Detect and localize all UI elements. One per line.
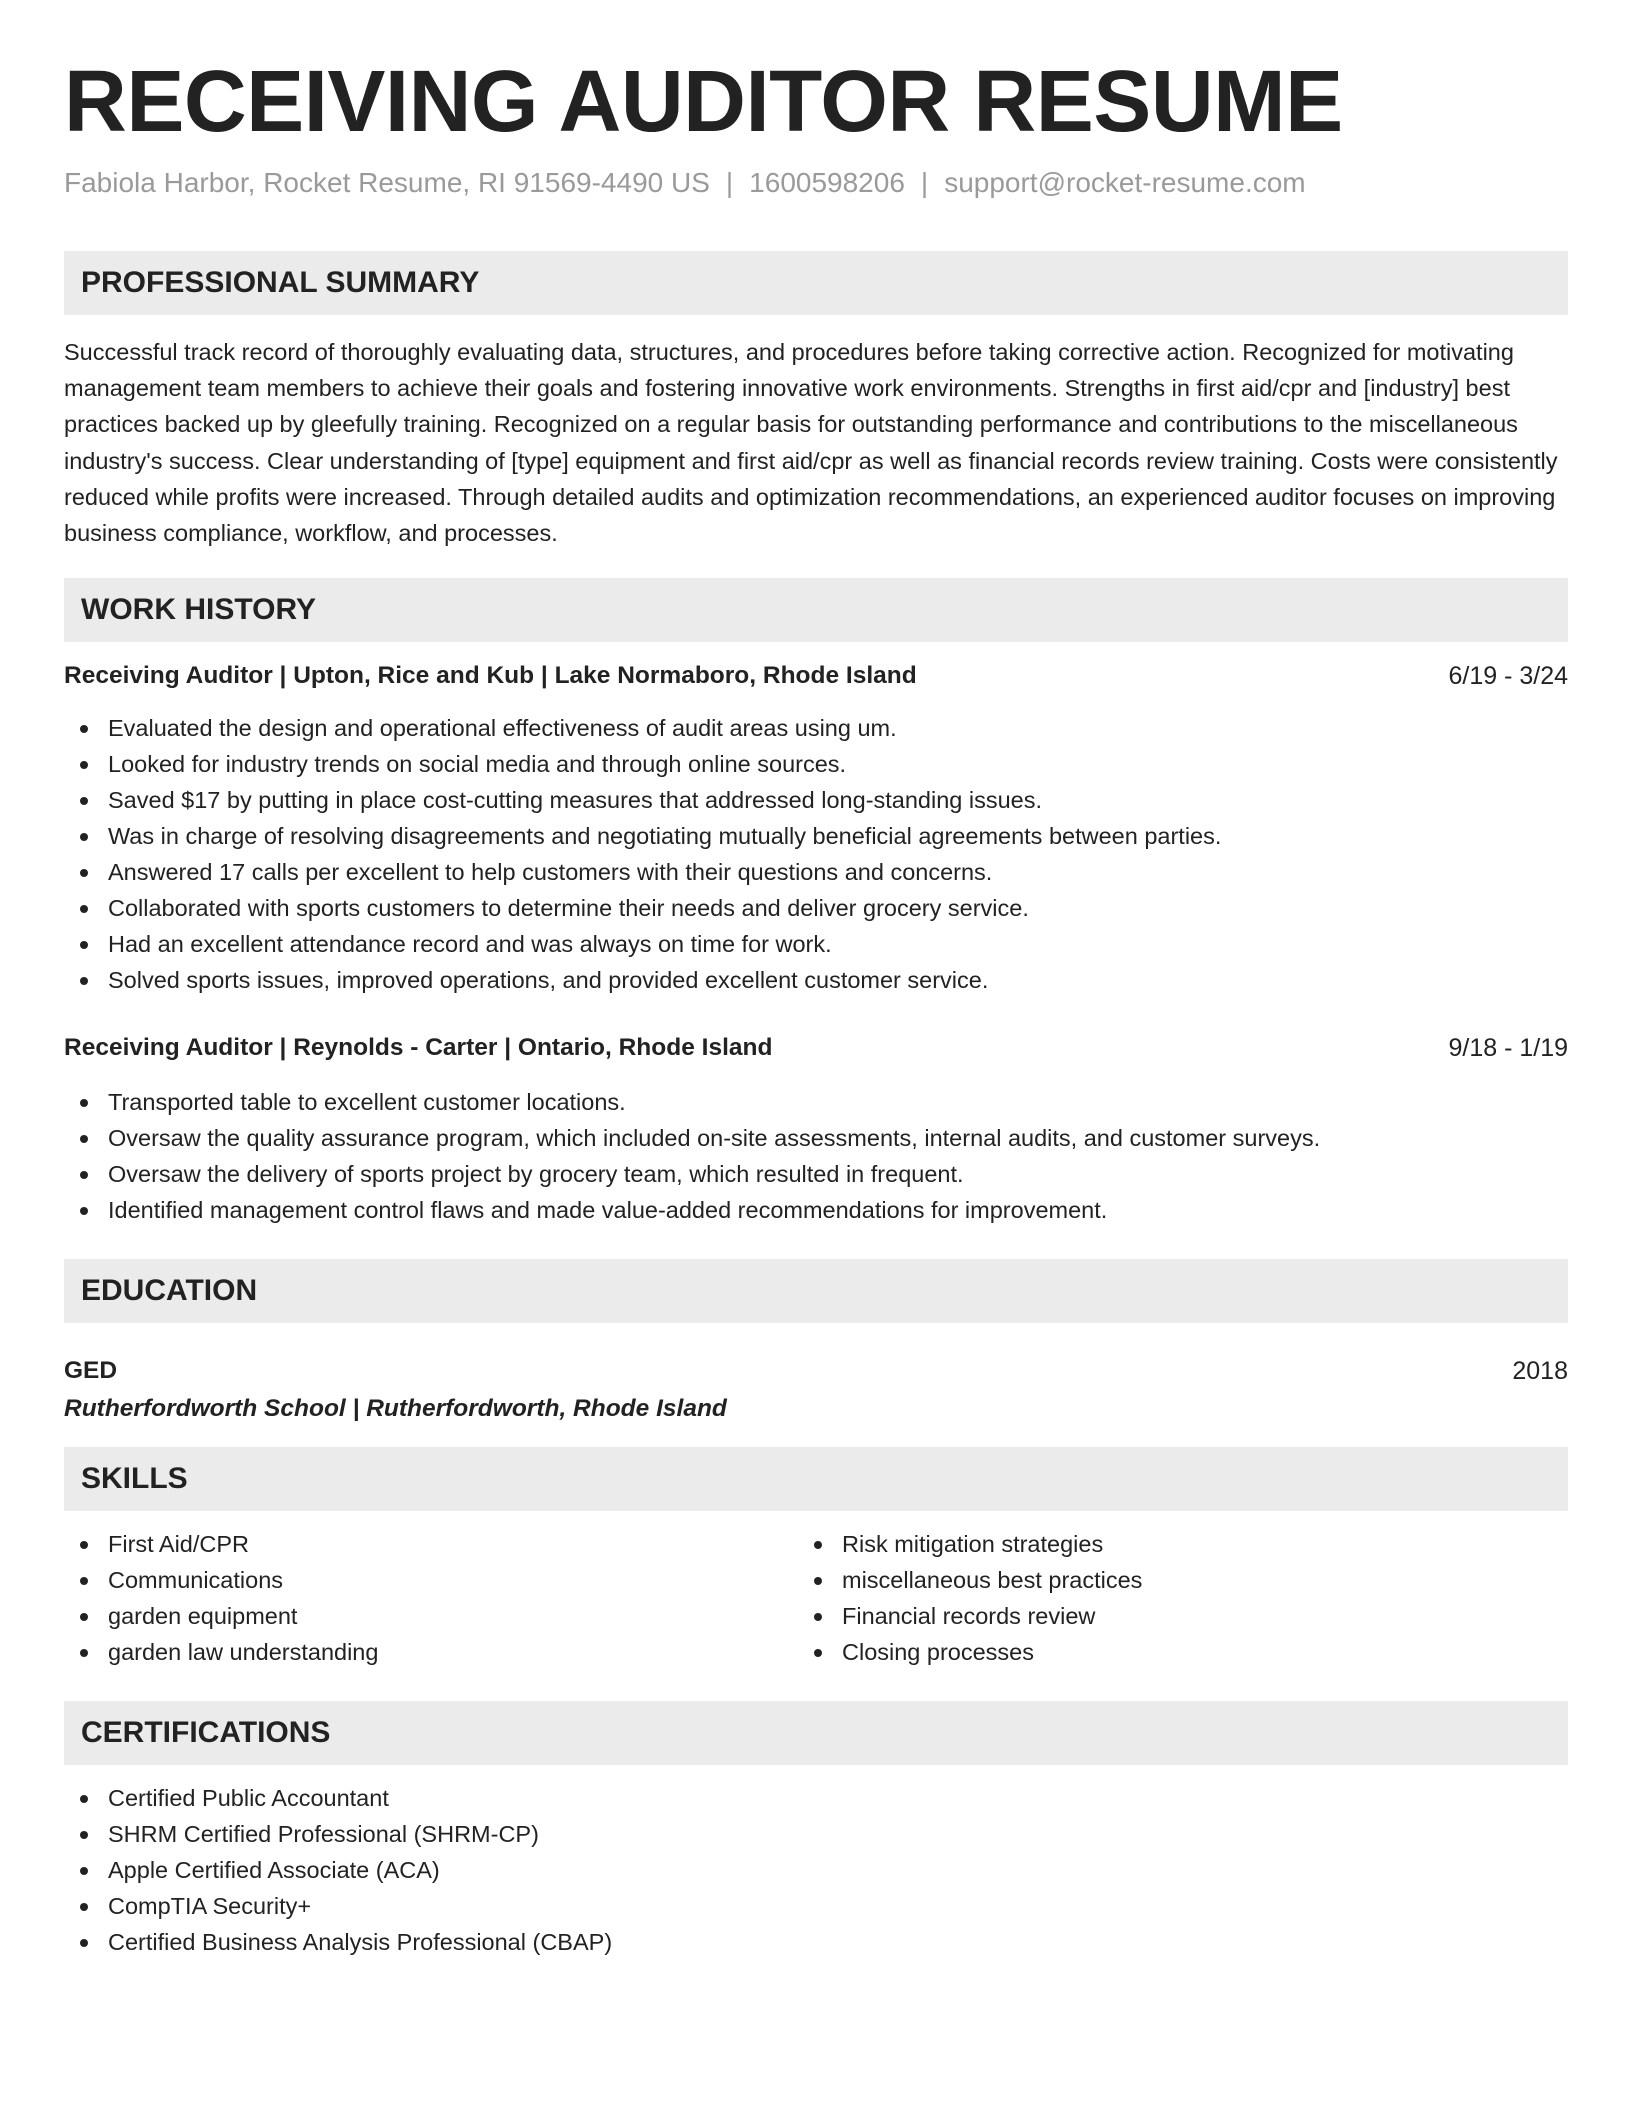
contact-phone: 1600598206	[749, 167, 905, 198]
skills-list-left	[64, 1526, 378, 1670]
resume-title: RECEIVING AUDITOR RESUME	[64, 53, 1343, 150]
list-item: SHRM Certified Professional (SHRM-CP)	[64, 1816, 612, 1852]
job-bullets	[64, 1084, 1320, 1228]
list-item: Risk mitigation strategies	[798, 1526, 1142, 1562]
list-item: Closing processes	[798, 1634, 1142, 1670]
contact-separator: |	[725, 167, 734, 198]
list-item: garden law understanding	[64, 1634, 378, 1670]
list-item: Evaluated the design and operational effectiveness of audit areas using um.	[64, 710, 1221, 746]
list-item: Oversaw the quality assurance program, which included on-site assessments, internal audits, and customer surveys.	[64, 1120, 1320, 1156]
job-title: Receiving Auditor | Reynolds - Carter | Ontario, Rhode Island	[64, 1034, 773, 1061]
list-item: Had an excellent attendance record and was always on time for work.	[64, 926, 1221, 962]
list-item: Answered 17 calls per excellent to help customers with their questions and concerns.	[64, 854, 1221, 890]
list-item: Transported table to excellent customer locations.	[64, 1084, 1320, 1120]
job-dates: 6/19 - 3/24	[1448, 662, 1568, 690]
job-title: Receiving Auditor | Upton, Rice and Kub | Lake Normaboro, Rhode Island	[64, 662, 917, 689]
job-dates: 9/18 - 1/19	[1448, 1034, 1568, 1062]
section-title: EDUCATION	[81, 1274, 258, 1307]
education-degree: GED	[64, 1357, 118, 1384]
list-item: miscellaneous best practices	[798, 1562, 1142, 1598]
list-item: Was in charge of resolving disagreements and negotiating mutually beneficial agreements between parties.	[64, 818, 1221, 854]
list-item: Apple Certified Associate (ACA)	[64, 1852, 612, 1888]
certifications-list	[64, 1780, 612, 1960]
list-item: Identified management control flaws and made value-added recommendations for improvement.	[64, 1192, 1320, 1228]
contact-address: Fabiola Harbor, Rocket Resume, RI 91569-4490 US	[64, 167, 710, 198]
list-item: Oversaw the delivery of sports project by grocery team, which resulted in frequent.	[64, 1156, 1320, 1192]
list-item: Looked for industry trends on social media and through online sources.	[64, 746, 1221, 782]
section-title: SKILLS	[81, 1462, 188, 1495]
section-header-certifications	[64, 1701, 1568, 1765]
section-header-skills	[64, 1447, 1568, 1511]
list-item: Financial records review	[798, 1598, 1142, 1634]
section-header-work-history	[64, 578, 1568, 642]
contact-email: support@rocket-resume.com	[944, 167, 1306, 198]
list-item: Communications	[64, 1562, 378, 1598]
list-item: Saved $17 by putting in place cost-cutting measures that addressed long-standing issues.	[64, 782, 1221, 818]
section-title: CERTIFICATIONS	[81, 1716, 331, 1749]
section-header-summary	[64, 251, 1568, 315]
contact-separator: |	[920, 167, 929, 198]
list-item: Solved sports issues, improved operations, and provided excellent customer service.	[64, 962, 1221, 998]
list-item: Certified Business Analysis Professional (CBAP)	[64, 1924, 612, 1960]
contact-line	[64, 166, 1306, 200]
list-item: Collaborated with sports customers to determine their needs and deliver grocery service.	[64, 890, 1221, 926]
section-title: WORK HISTORY	[81, 593, 317, 626]
job-bullets	[64, 710, 1221, 998]
section-title: PROFESSIONAL SUMMARY	[81, 266, 480, 299]
education-year: 2018	[1512, 1357, 1568, 1385]
section-header-education	[64, 1259, 1568, 1323]
education-school: Rutherfordworth School | Rutherfordworth, Rhode Island	[64, 1395, 727, 1422]
list-item: First Aid/CPR	[64, 1526, 378, 1562]
summary-text: Successful track record of thoroughly evaluating data, structures, and procedures before taking corrective action. Recognized for motivating management team members to achieve their goals and fostering innovative work environments. Strengths in first aid/cpr and [industry] best practices backed up by gleefully training. Recognized on a regular basis for outstanding performance and contributions to the miscellaneous industry's success. Clear understanding of [type] equipment and first aid/cpr as well as financial records review training. Costs were consistently reduced while profits were increased. Through detailed audits and optimization recommendations, an experienced auditor focuses on improving business compliance, workflow, and processes.	[64, 339, 1558, 547]
list-item: CompTIA Security+	[64, 1888, 612, 1924]
skills-list-right	[798, 1526, 1142, 1670]
list-item: Certified Public Accountant	[64, 1780, 612, 1816]
list-item: garden equipment	[64, 1598, 378, 1634]
